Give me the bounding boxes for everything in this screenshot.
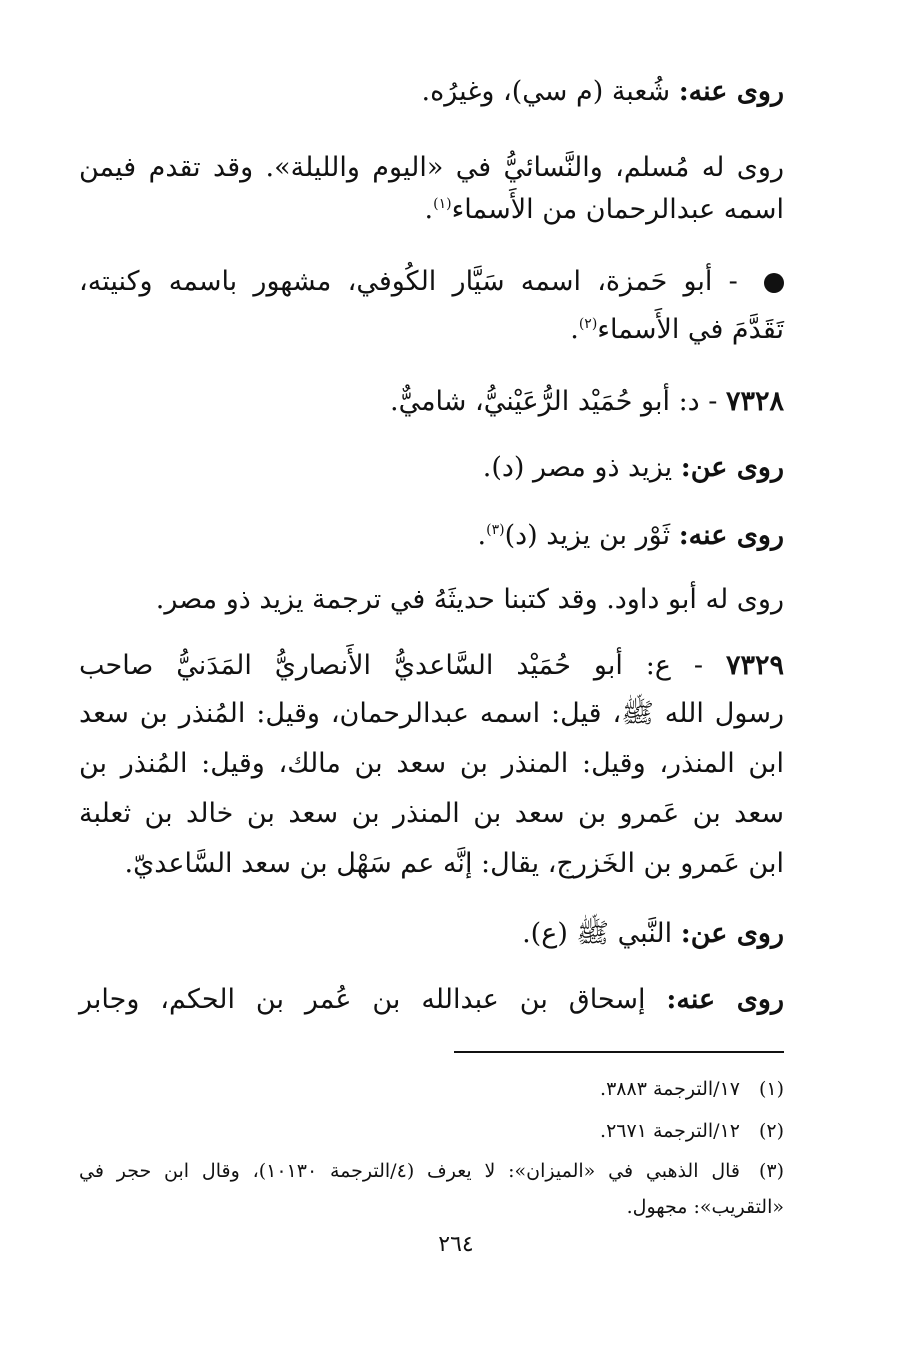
body-line-9: روى له أبو داود. وقد كتبنا حديثَهُ في ترجمة يزيد ذو مصر.: [155, 584, 784, 615]
body-line-5: تَقَدَّمَ في الأَسماء$^{(٢)}$.: [570, 314, 784, 345]
footnote-2: (٢)١٢/الترجمة ٢٦٧١.: [600, 1120, 784, 1142]
footnote-3-continued: «التقريب»: مجهول.: [626, 1196, 784, 1218]
footnote-separator: [454, 1051, 784, 1053]
body-line-13: سعد بن عَمرو بن سعد بن المنذر بن سعد بن خالد بن ثعلبة: [79, 798, 784, 829]
bullet-icon: [764, 273, 784, 293]
entry-line-15: روى عن: النَّبي ﷺ (ع).: [522, 918, 784, 949]
entry-heading-7328: ٧٣٢٨ - د: أبو حُمَيْد الرُّعَيْنيُّ، شاميٌّ.: [390, 386, 784, 417]
entry-heading-7329: ٧٣٢٩ - ع: أبو حُمَيْد السَّاعديُّ الأَنصاريُّ المَدَنيُّ صاحب: [79, 650, 784, 681]
entry-line-8: روى عنه: ثَوْر بن يزيد (د)$^{(٣)}$.: [477, 520, 784, 551]
footnote-ref-2: (٢): [578, 316, 598, 332]
body-line-3: اسمه عبدالرحمان من الأَسماء$^{(١)}$.: [424, 194, 784, 225]
body-line-4: - أبو حَمزة، اسمه سَيَّار الكُوفي، مشهور باسمه وكنيته،: [79, 262, 784, 302]
body-line-11: رسول الله ﷺ، قيل: اسمه عبدالرحمان، وقيل: المُنذر بن سعد: [79, 698, 784, 729]
footnote-1: (١)١٧/الترجمة ٣٨٨٣.: [600, 1078, 784, 1100]
entry-line-7: روى عن: يزيد ذو مصر (د).: [482, 452, 784, 483]
entry-line-1: روى عنه: شُعبة (م سي)، وغيرُه.: [421, 76, 784, 107]
body-line-12: ابن المنذر، وقيل: المنذر بن سعد بن مالك، وقيل: المُنذر بن: [79, 748, 784, 779]
footnote-ref-3: (٣): [486, 522, 505, 538]
page-number: ٢٦٤: [438, 1232, 474, 1257]
body-line-14: ابن عَمرو بن الخَزرج، يقال: إنَّه عم سَهْل بن سعد السَّاعديّ.: [124, 848, 784, 879]
footnote-ref-1: (١): [433, 196, 452, 212]
footnote-3: (٣)قال الذهبي في «الميزان»: لا يعرف (٤/الترجمة ١٠١٣٠)، وقال ابن حجر في: [79, 1160, 784, 1182]
body-line-2: روى له مُسلم، والنَّسائيُّ في «اليوم والليلة». وقد تقدم فيمن: [79, 152, 784, 183]
entry-line-16: روى عنه: إسحاق بن عبدالله بن عُمر بن الحكم، وجابر: [79, 984, 784, 1015]
